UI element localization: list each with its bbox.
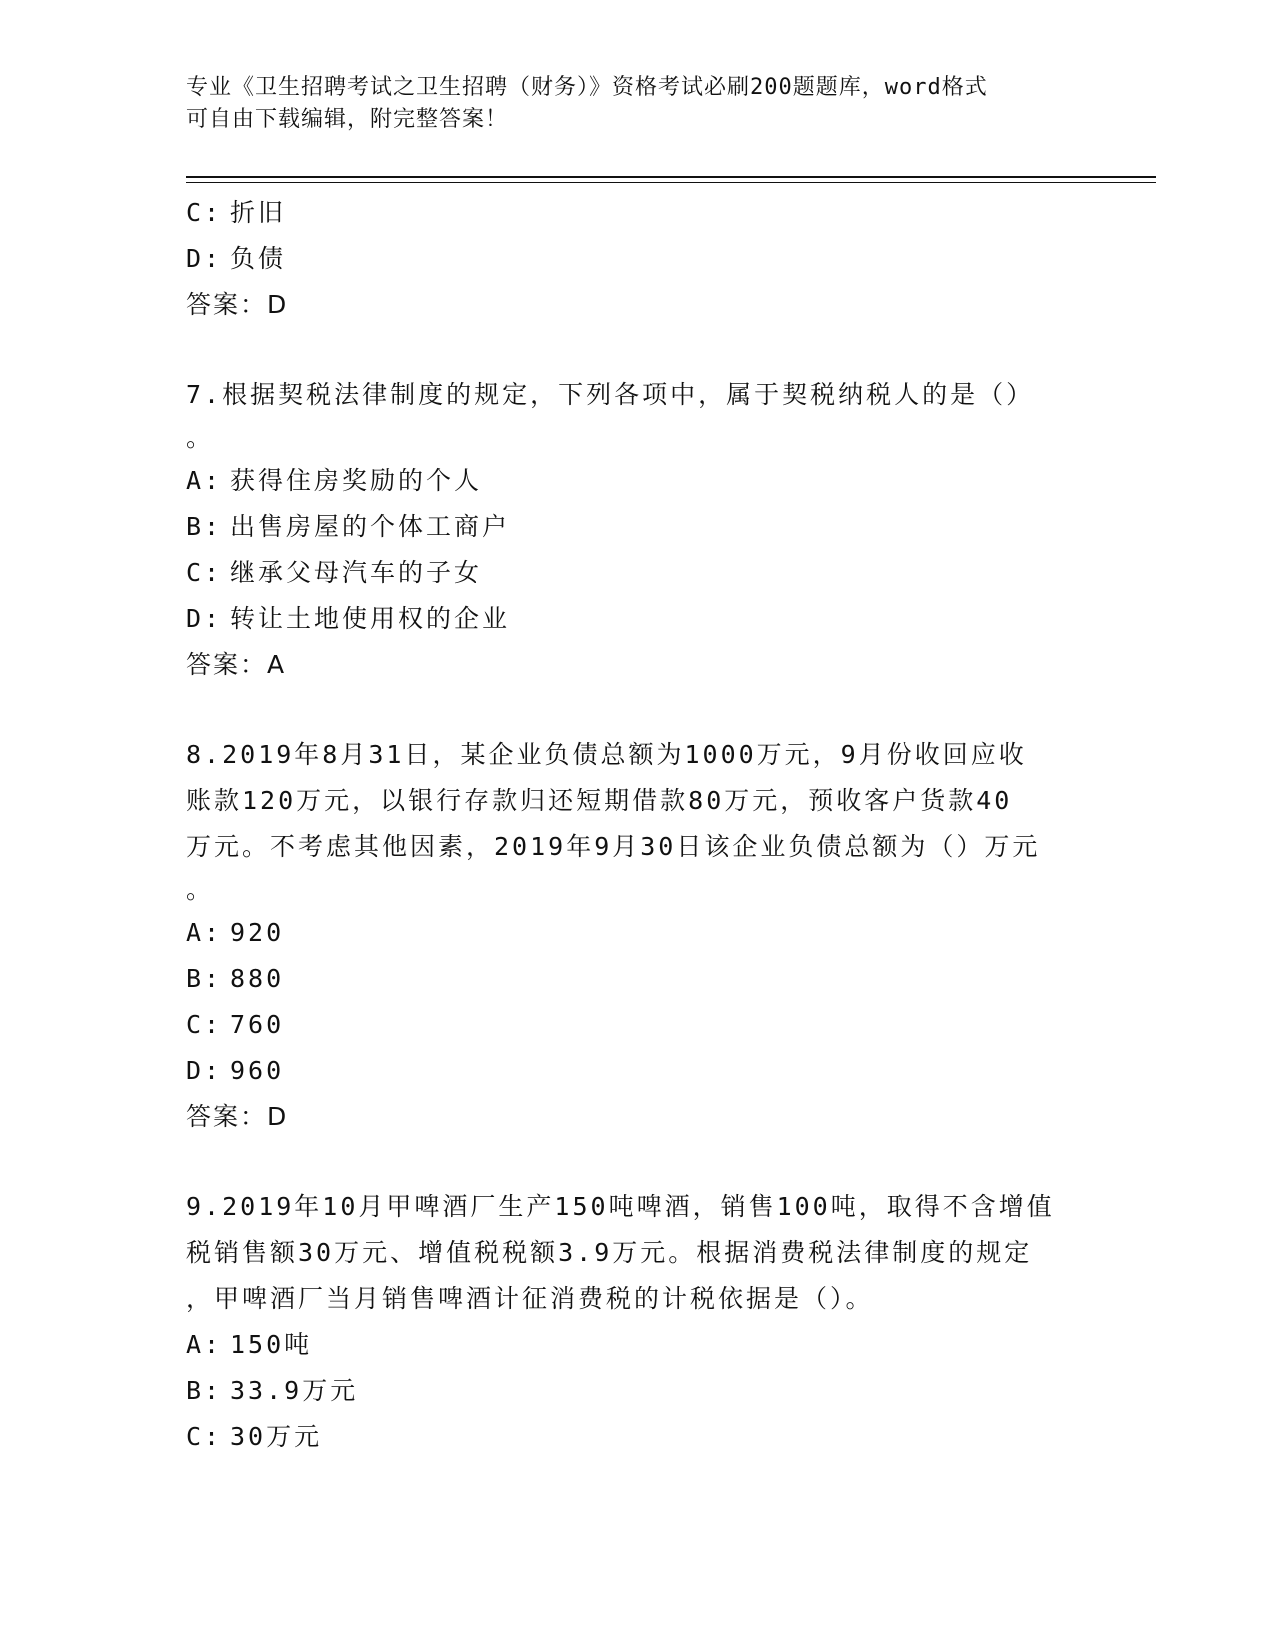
option-c [186, 1002, 1086, 1048]
spacer [186, 328, 1086, 372]
option-label: A: [186, 466, 223, 495]
option-label: C: [186, 198, 223, 227]
option-text: 转让土地使用权的企业 [230, 604, 511, 633]
answer: 答案：D [186, 1102, 289, 1131]
option-label: C: [186, 1010, 223, 1039]
option-d [186, 1048, 1086, 1094]
option-label: D: [186, 244, 223, 273]
option-label: B: [186, 1376, 223, 1405]
option-b [186, 504, 1086, 550]
option-a [186, 1322, 1086, 1368]
option-text: 960 [230, 1056, 285, 1085]
answer: 答案：D [186, 290, 289, 319]
option-d [186, 236, 1086, 282]
option-label: C: [186, 1422, 223, 1451]
spacer [186, 1140, 1086, 1184]
question-9 [186, 1184, 1086, 1460]
option-a [186, 910, 1086, 956]
option-text: 880 [230, 964, 285, 993]
option-label: A: [186, 918, 223, 947]
option-a [186, 458, 1086, 504]
question-text-line: 9.2019年10月甲啤酒厂生产150吨啤酒，销售100吨，取得不含增值 [186, 1192, 1055, 1221]
spacer [186, 688, 1086, 732]
question-text-line: 。 [186, 423, 215, 452]
question-text-line: 账款120万元，以银行存款归还短期借款80万元，预收客户货款40 [186, 786, 1013, 815]
header-rule-thin [186, 182, 1156, 183]
question-list [186, 190, 1086, 1460]
question-8 [186, 732, 1086, 1140]
question-7 [186, 372, 1086, 688]
option-b [186, 1368, 1086, 1414]
header-line-1: 专业《卫生招聘考试之卫生招聘（财务）》资格考试必刷200题题库，word格式 [186, 75, 988, 100]
option-d [186, 596, 1086, 642]
option-text: 30万元 [230, 1422, 323, 1451]
option-label: D: [186, 1056, 223, 1085]
question-text-line: 8.2019年8月31日，某企业负债总额为1000万元，9月份收回应收 [186, 740, 1027, 769]
option-text: 获得住房奖励的个人 [230, 466, 483, 495]
option-label: A: [186, 1330, 223, 1359]
option-c [186, 550, 1086, 596]
option-text: 出售房屋的个体工商户 [230, 512, 511, 541]
option-text: 33.9万元 [230, 1376, 359, 1405]
option-label: D: [186, 604, 223, 633]
option-text: 920 [230, 918, 285, 947]
header-line-2: 可自由下载编辑，附完整答案！ [186, 107, 509, 132]
document-header [186, 72, 1086, 136]
option-c [186, 1414, 1086, 1460]
option-text: 760 [230, 1010, 285, 1039]
option-label: C: [186, 558, 223, 587]
option-text: 150吨 [230, 1330, 313, 1359]
option-c [186, 190, 1086, 236]
question-6-tail [186, 190, 1086, 328]
question-text-line: ，甲啤酒厂当月销售啤酒计征消费税的计税依据是（）。 [186, 1284, 874, 1313]
question-text-line: 。 [186, 875, 215, 904]
option-text: 负债 [230, 244, 287, 273]
question-text-line: 7.根据契税法律制度的规定，下列各项中，属于契税纳税人的是（） [186, 380, 1035, 409]
question-text-line: 税销售额30万元、增值税税额3.9万元。根据消费税法律制度的规定 [186, 1238, 1033, 1267]
answer: 答案：A [186, 650, 287, 679]
option-text: 折旧 [230, 198, 287, 227]
option-label: B: [186, 512, 223, 541]
option-text: 继承父母汽车的子女 [230, 558, 483, 587]
option-label: B: [186, 964, 223, 993]
option-b [186, 956, 1086, 1002]
question-text-line: 万元。不考虑其他因素，2019年9月30日该企业负债总额为（）万元 [186, 832, 1041, 861]
header-rule-thick [186, 176, 1156, 178]
